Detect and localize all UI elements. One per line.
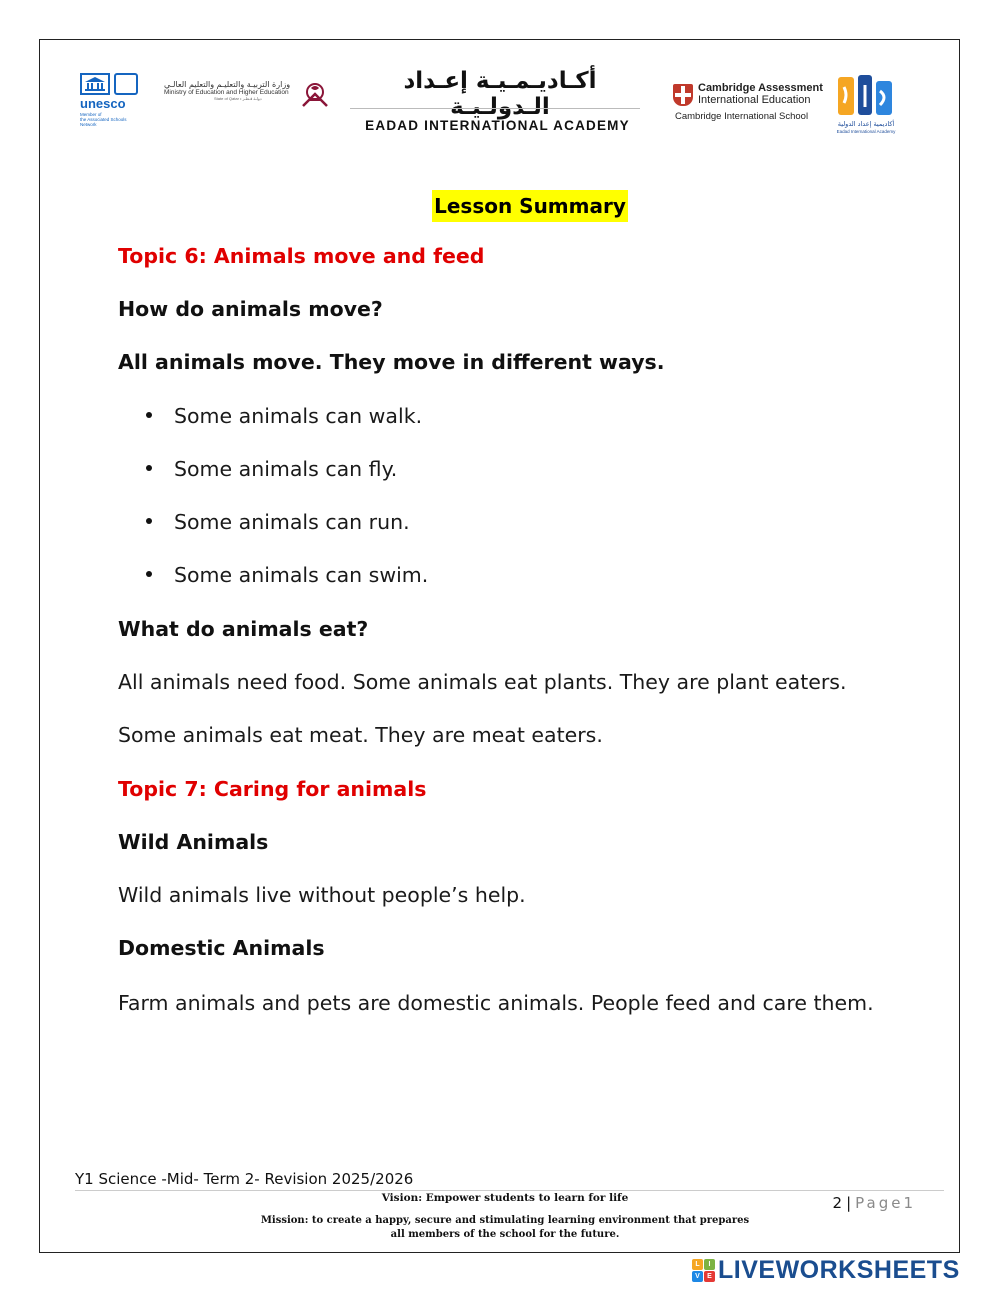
unesco-temple-icon — [80, 73, 110, 95]
cambridge-line1: Cambridge Assessment — [698, 82, 823, 94]
cambridge-logo — [673, 82, 823, 126]
cambridge-shield-icon — [673, 84, 693, 106]
footer-reference: Y1 Science -Mid- Term 2- Revision 2025/2026 — [75, 1170, 414, 1188]
title-row — [0, 190, 1000, 222]
question-move: How do animals move? — [118, 297, 383, 321]
list-item: Some animals can walk. — [146, 404, 422, 428]
liveworksheets-text: LIVEWORKSHEETS — [718, 1255, 960, 1284]
bullet-icon — [146, 465, 152, 471]
question-eat: What do animals eat? — [118, 617, 369, 641]
eadad-logo-english: Eadad International Academy — [836, 129, 896, 134]
academy-name-english: EADAD INTERNATIONAL ACADEMY — [365, 118, 630, 133]
bullet-icon — [146, 571, 152, 577]
cambridge-line2: International Education — [698, 94, 811, 106]
list-item: Some animals can swim. — [146, 563, 428, 587]
vision-statement: Vision: Empower students to learn for life — [381, 1192, 629, 1204]
liveworksheets-watermark[interactable] — [692, 1256, 960, 1284]
liveworksheets-grid-icon: L I V E — [692, 1259, 715, 1282]
meat-paragraph: Some animals eat meat. They are meat eaters. — [118, 723, 603, 747]
ministry-state: State of Qatar • دولـة قـطـر — [214, 96, 262, 101]
cambridge-line3: Cambridge International School — [675, 111, 809, 122]
topic6-heading: Topic 6: Animals move and feed — [118, 244, 485, 268]
qatar-emblem-icon — [299, 80, 331, 110]
ministry-logo — [164, 80, 334, 120]
academy-name-arabic: أكـاديـمـيـة إعـداد الـدولـيـة — [403, 68, 597, 120]
list-item: Some animals can fly. — [146, 457, 397, 481]
ministry-english: Ministry of Education and Higher Education — [164, 89, 289, 96]
lesson-summary-title: Lesson Summary — [432, 190, 628, 222]
bullet-icon — [146, 412, 152, 418]
page-number: 2 | Page1 — [832, 1194, 916, 1212]
domestic-animals-paragraph: Farm animals and pets are domestic animals. People feed and care them. — [118, 991, 874, 1015]
aspnet-icon — [114, 73, 138, 95]
bullet-icon — [146, 518, 152, 524]
mission-statement: Mission: to create a happy, secure and stimulating learning environment that prepares all members of the school for the future. — [260, 1215, 750, 1240]
eadad-mark-icon — [836, 73, 896, 119]
unesco-wordmark: unesco — [80, 96, 126, 111]
wild-animals-heading: Wild Animals — [118, 830, 269, 854]
unesco-member-text: Member of the Associated Schools Network — [80, 112, 127, 127]
move-statement: All animals move. They move in different ways. — [118, 350, 665, 374]
unesco-logo — [80, 73, 146, 129]
academy-divider — [350, 108, 640, 109]
eadad-logo — [830, 73, 902, 135]
list-item: Some animals can run. — [146, 510, 410, 534]
topic7-heading: Topic 7: Caring for animals — [118, 777, 427, 801]
wild-animals-paragraph: Wild animals live without people’s help. — [118, 883, 526, 907]
eadad-logo-arabic: أكاديمية إعداد الدولية — [837, 120, 895, 128]
food-paragraph: All animals need food. Some animals eat plants. They are plant eaters. — [118, 670, 847, 694]
footer-divider — [75, 1190, 944, 1191]
ministry-arabic: وزارة التربيـة والتعليـم والتعليم العالـي — [164, 80, 291, 89]
domestic-animals-heading: Domestic Animals — [118, 936, 325, 960]
